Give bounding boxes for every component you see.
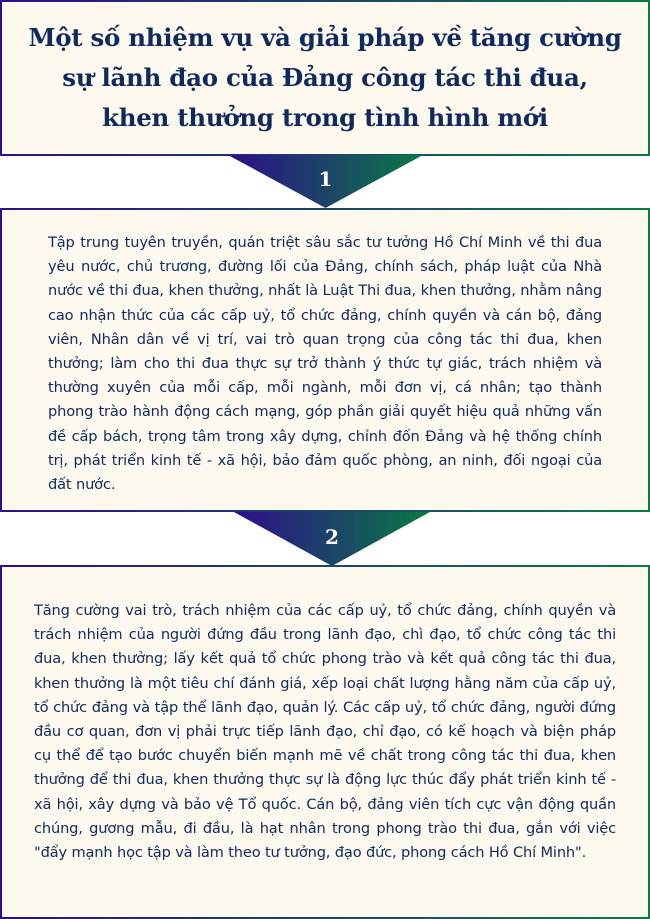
section-1-text: Tập trung tuyên truyền, quán triệt sâu sắc tư tưởng Hồ Chí Minh về thi đua yêu nước, chủ trương, đường lối của Đảng, chính sách, pháp luật của Nhà nước về thi đua, khen thưởng, nhất là Luật Thi đua, khen thưởng, nhằm nâng cao nhận thức của các cấp uỷ, tổ chức đảng, chính quyền và cán bộ, đảng viên, Nhân dân về vị trí, vai trò quan trọng của công tác thi đua, khen thưởng; làm cho thi đua thực sự trở thành ý thức tự giác, trách nhiệm và thường xuyên của mỗi cấp, mỗi ngành, mỗi đơn vị, cá nhân; tạo thành phong trào hành động cách mạng, góp phần giải quyết hiệu quả những vấn đề cấp bách, trọng tâm trong xây dựng, chỉnh đốn Đảng và hệ thống chính trị, phát triển kinh tế - xã hội, bảo đảm quốc phòng, an ninh, đối ngoại của đất nước. bbox=[48, 234, 602, 494]
section-2-box bbox=[0, 565, 650, 919]
title-box bbox=[0, 0, 650, 156]
section-1-box bbox=[0, 208, 650, 512]
title-line-2: sự lãnh đạo của Đảng công tác thi đua, bbox=[62, 63, 588, 92]
section-2-number-badge bbox=[234, 512, 430, 566]
title-line-3: khen thưởng trong tình hình mới bbox=[102, 103, 548, 132]
section-2-number: 2 bbox=[325, 525, 339, 549]
section-1-number-badge bbox=[228, 155, 423, 208]
page-title bbox=[28, 18, 621, 138]
section-1-number: 1 bbox=[318, 167, 333, 191]
title-line-1: Một số nhiệm vụ và giải pháp về tăng cường bbox=[28, 23, 622, 52]
section-2-text: Tăng cường vai trò, trách nhiệm của các cấp uỷ, tổ chức đảng, chính quyền và trách nhiệm của người đứng đầu trong lãnh đạo, chì đạo, tổ chức công tác thi đua, khen thưởng; lấy kết quả tổ chức phong trào và kết quả công tác thi đua, khen thưởng là một tiêu chí đánh giá, xếp loại chất lượng hằng năm của cấp uỷ, tổ chức đảng và tập thể lãnh đạo, quản lý. Các cấp uỷ, tổ chức đảng, người đứng đầu cơ quan, đơn vị phải trực tiếp lãnh đạo, chỉ đạo, có kế hoạch và biện pháp cụ thể để tạo bước chuyển biến mạnh mẽ về chất trong công tác thi đua, khen thưởng để thi đua, khen thưởng thực sự là động lực thúc đẩy phát triển kinh tế - xã hội, xây dựng và bảo vệ Tổ quốc. Cán bộ, đảng viên tích cực vận động quần chúng, gương mẫu, đi đầu, là hạt nhân trong phong trào thi đua, gắn với việc "đẩy mạnh học tập và làm theo tư tưởng, đạo đức, phong cách Hồ Chí Minh". bbox=[34, 602, 616, 862]
